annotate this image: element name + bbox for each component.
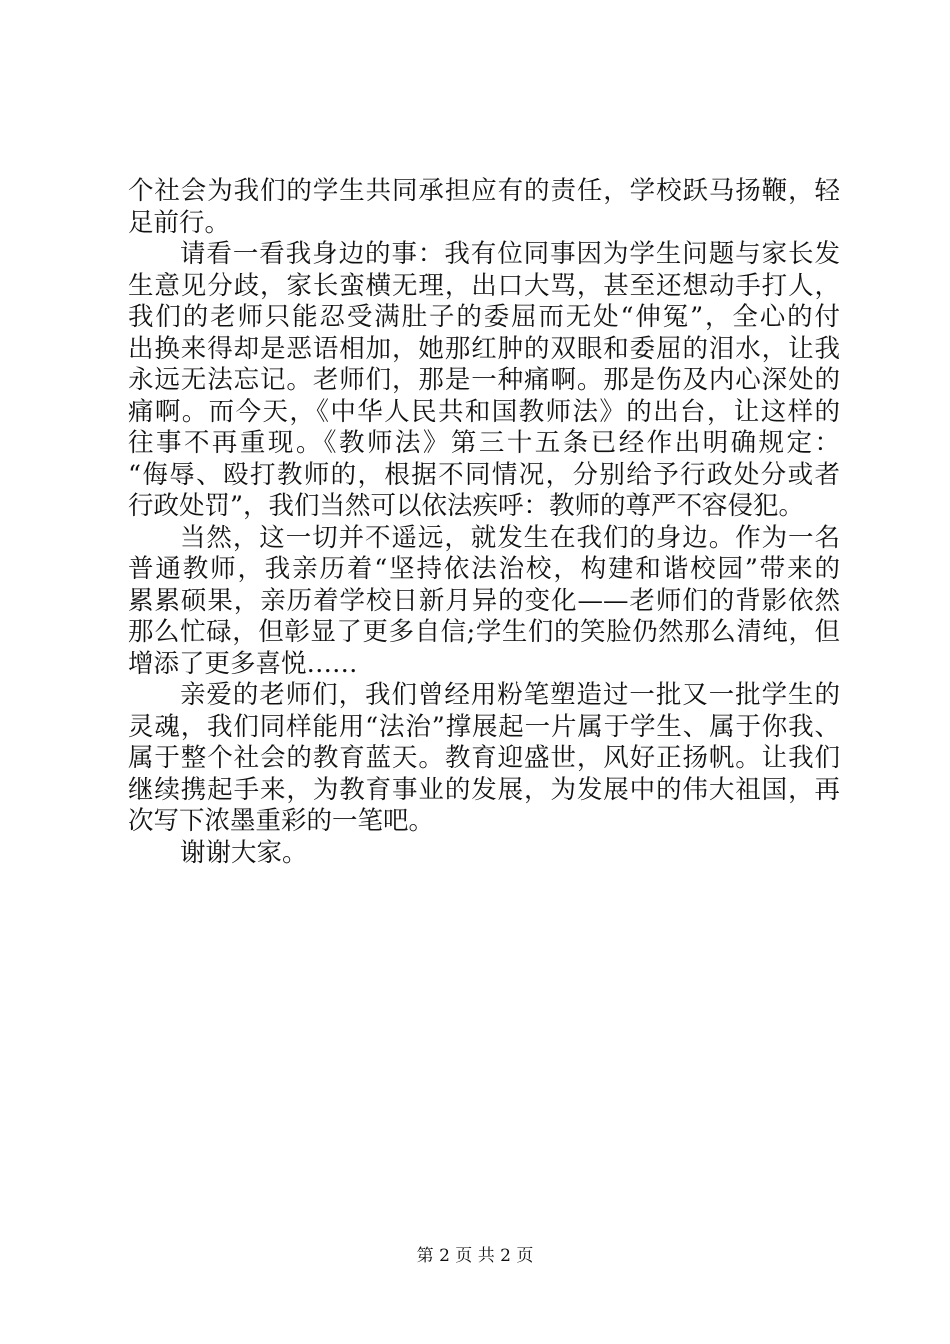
text-line: 当然，这一切并不遥远，就发生在我们的身边。作为一名 [180,522,840,553]
text-line: 次写下浓墨重彩的一笔吧。 [128,806,435,836]
text-line: 我们的老师只能忍受满肚子的委屈而无处“伸冤”，全心的付 [128,302,840,332]
text-line: 累累硕果，亲历着学校日新月异的变化——老师们的背影依然 [128,585,840,616]
text-line: 亲爱的老师们，我们曾经用粉笔塑造过一批又一批学生的 [180,680,840,710]
text-line: 继续携起手来，为教育事业的发展，为发展中的伟大祖国，再 [128,774,840,805]
text-line: 灵魂，我们同样能用“法治”撑展起一片属于学生、属于你我、 [128,711,840,742]
text-line: 个社会为我们的学生共同承担应有的责任，学校跃马扬鞭，轻 [128,176,840,206]
text-line: 痛啊。而今天，《中华人民共和国教师法》的出台，让这样的 [128,396,840,427]
text-line: 出换来得却是恶语相加，她那红肿的双眼和委屈的泪水，让我 [128,333,840,364]
text-line: 增添了更多喜悦…… [128,648,358,679]
text-line: 谢谢大家。 [180,837,308,868]
text-line: 足前行。 [128,207,231,238]
text-line: 行政处罚”，我们当然可以依法疾呼：教师的尊严不容侵犯。 [128,491,805,521]
text-line: 往事不再重现。《教师法》第三十五条已经作出明确规定： [128,428,840,458]
text-line: 生意见分歧，家长蛮横无理，出口大骂，甚至还想动手打人， [128,270,840,301]
text-line: 永远无法忘记。老师们，那是一种痛啊。那是伤及内心深处的 [128,365,840,395]
document-body [128,176,840,869]
text-line: 那么忙碌，但彰显了更多自信;学生们的笑脸仍然那么清纯，但 [128,617,840,647]
text-line: 属于整个社会的教育蓝天。教育迎盛世，风好正扬帆。让我们 [128,743,840,773]
text-line: 普通教师，我亲历着“坚持依法治校，构建和谐校园”带来的 [128,554,840,584]
text-line: “侮辱、殴打教师的，根据不同情况，分别给予行政处分或者 [128,459,840,490]
page-footer: 第 2 页 共 2 页 [416,1246,534,1266]
text-line: 请看一看我身边的事：我有位同事因为学生问题与家长发 [180,239,840,269]
